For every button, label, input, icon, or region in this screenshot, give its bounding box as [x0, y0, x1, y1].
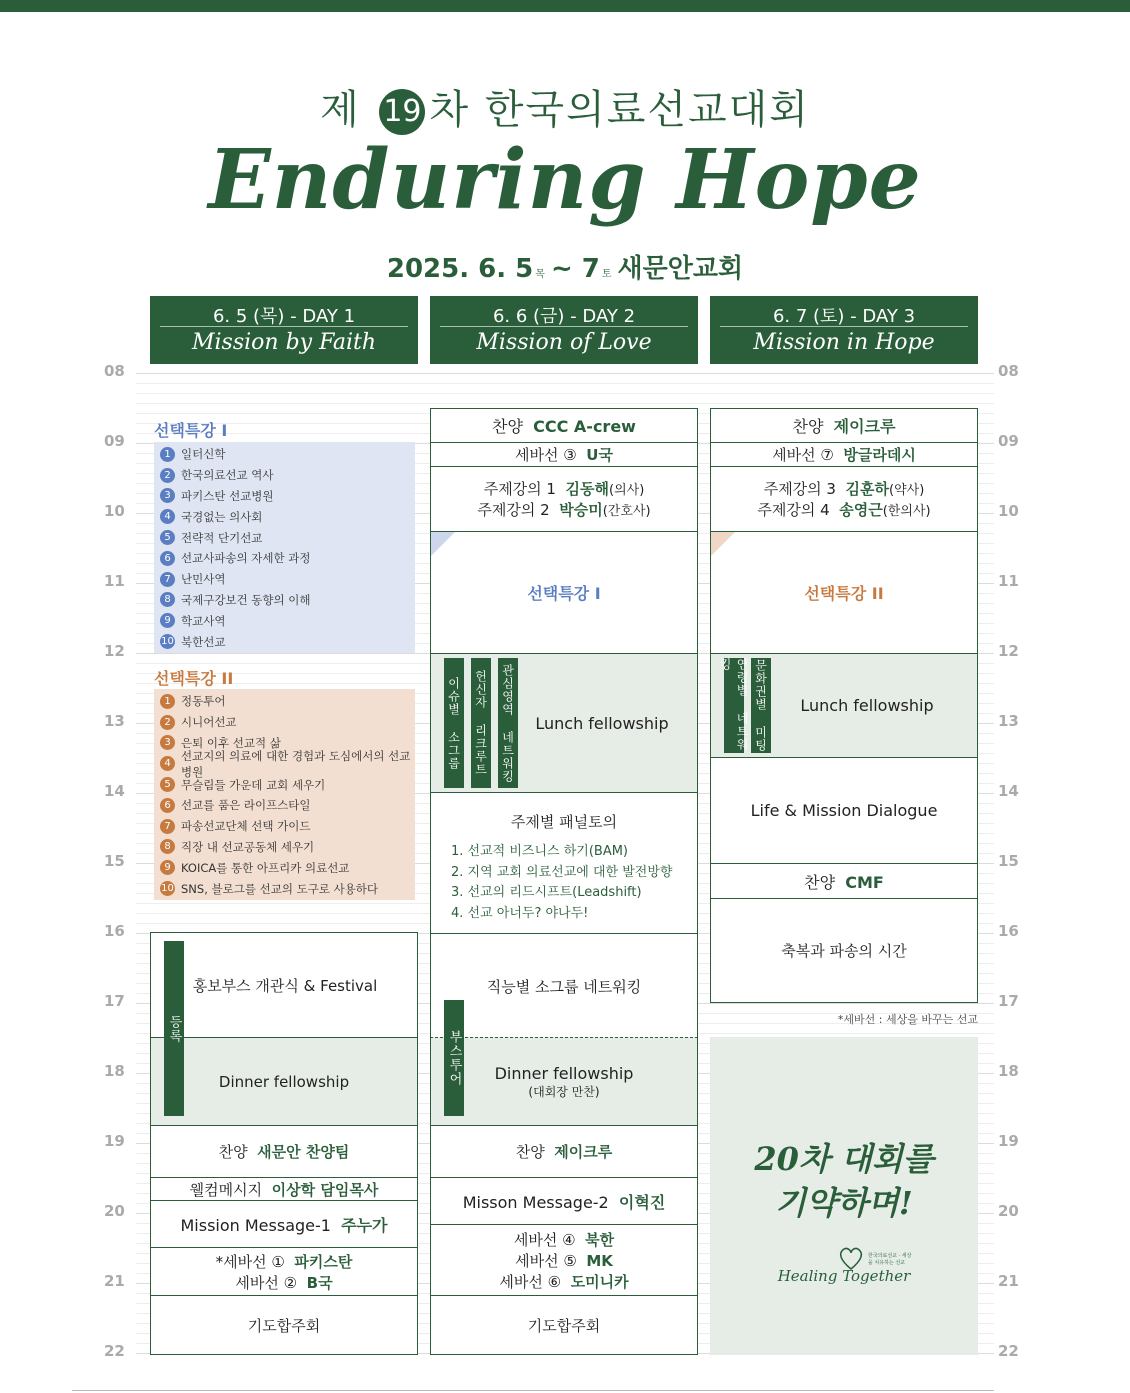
- elective-item: [160, 816, 415, 837]
- sebasun-footnote: *세바선 : 세상을 바꾸는 선교: [837, 1013, 978, 1026]
- hour-label: 11: [104, 572, 125, 590]
- elective-item: [160, 857, 415, 878]
- hour-label: 12: [104, 642, 125, 660]
- next-conference-line1: 20차 대회를: [754, 1140, 934, 1178]
- elective-item: [160, 486, 415, 507]
- hour-label: 17: [104, 992, 125, 1010]
- number-badge: 5: [160, 777, 175, 792]
- elective-item: [160, 691, 415, 712]
- elective-item: [160, 506, 415, 527]
- hour-label: 14: [104, 782, 125, 800]
- hour-label: 18: [104, 1062, 125, 1080]
- elective-label: 선교를 품은 라이프스타일: [181, 798, 311, 813]
- elective-label: 일터신학: [181, 447, 226, 462]
- day2-lunch: Lunch fellowship: [430, 653, 698, 793]
- hour-label: 22: [998, 1342, 1019, 1360]
- hour-label: 20: [104, 1202, 125, 1220]
- elective-item: [160, 837, 415, 858]
- hour-line: [136, 373, 994, 374]
- event-date: 2025. 6. 5 목 ~ 7 토 새문안교회: [386, 254, 744, 284]
- elective-item: [160, 548, 415, 569]
- day3-praise-cmf: 찬양 CMF: [710, 863, 978, 899]
- number-badge: 3: [160, 488, 175, 503]
- day1-praise: 찬양 새문안 찬양팀: [150, 1125, 418, 1178]
- panel-topic: 2. 지역 교회 의료선교에 대한 발전방향: [451, 864, 673, 880]
- day1-elective1-title: 선택특강 I: [154, 421, 228, 440]
- elective-label: 한국의료선교 역사: [181, 468, 274, 483]
- day2-booth-tour: 부스투어: [444, 1000, 464, 1116]
- grid-subline: [136, 383, 994, 384]
- number-badge: 8: [160, 839, 175, 854]
- day2-praise: 찬양 CCC A-crew: [430, 408, 698, 443]
- day2-panel: 주제별 패널토의 1. 선교적 비즈니스 하기(BAM) 2. 지역 교회 의료선교에 대한 발전방향 3. 선교의 리드시프트(Leadshift) 4. 선교 아너두? 야나두!: [430, 792, 698, 934]
- number-badge: 1: [160, 694, 175, 709]
- day3-elective: 선택특강 II: [710, 531, 978, 654]
- footer-line: [72, 1390, 994, 1391]
- number-badge: 10: [161, 636, 174, 648]
- hour-label: 16: [104, 922, 125, 940]
- panel-topic: 3. 선교의 리드시프트(Leadshift): [451, 885, 642, 900]
- hour-label: 08: [998, 362, 1019, 380]
- number-badge: 2: [160, 715, 175, 730]
- number-badge: 4: [160, 509, 175, 524]
- number-badge: 9: [160, 860, 175, 875]
- hour-label: 21: [104, 1272, 125, 1290]
- venue: 새문안교회: [617, 254, 744, 284]
- hour-label: 11: [998, 572, 1019, 590]
- day2-interest-networking: 관심영역 네트워킹: [498, 658, 518, 788]
- hour-label: 17: [998, 992, 1019, 1010]
- elective-item: [160, 569, 415, 590]
- day1-header: 6. 5 (목) - DAY 1 Mission by Faith: [150, 296, 418, 364]
- number-badge: 6: [160, 798, 175, 813]
- elective-label: 난민사역: [181, 572, 226, 587]
- next-conference-panel: [710, 1037, 978, 1355]
- day1-sebasun: *세바선 ① 파키스탄 세바선 ② B국: [150, 1247, 418, 1296]
- day1-welcome: 웰컴메시지 이상학 담임목사: [150, 1177, 418, 1201]
- number-badge: 2: [160, 468, 175, 483]
- day1-prayer: 기도합주회: [150, 1295, 418, 1355]
- elective-label: SNS, 블로그를 선교의 도구로 사용하다: [181, 881, 379, 896]
- next-conference-line2: 기약하며!: [775, 1184, 913, 1222]
- elective-item: [160, 527, 415, 548]
- day2-job-networking: 직능별 소그룹 네트워킹: [430, 933, 698, 1039]
- number-badge: 4: [160, 756, 175, 771]
- hour-label: 16: [998, 922, 1019, 940]
- day1-booth-opening: 홍보부스 개관식 & Festival: [150, 932, 418, 1038]
- day1-mission-message: Mission Message-1 주누가: [150, 1200, 418, 1248]
- hour-label: 09: [104, 432, 125, 450]
- hour-label: 21: [998, 1272, 1019, 1290]
- day2-dinner: Dinner fellowship (대회장 만찬): [430, 1037, 698, 1126]
- top-bar: [0, 0, 1130, 12]
- hour-label: 08: [104, 362, 125, 380]
- hour-label: 13: [998, 712, 1019, 730]
- elective-label: 북한선교: [181, 634, 226, 649]
- hour-label: 12: [998, 642, 1019, 660]
- grid-subline: [136, 403, 994, 404]
- hour-label: 14: [998, 782, 1019, 800]
- elective-label: 국제구강보건 동향의 이해: [181, 592, 311, 607]
- number-badge: 1: [160, 447, 175, 462]
- day3-blessing: 축복과 파송의 시간: [710, 898, 978, 1003]
- elective-label: 직장 내 선교공동체 세우기: [181, 839, 315, 854]
- elective-label: 학교사역: [181, 613, 226, 628]
- day1-elective2-panel: [154, 689, 415, 900]
- hour-label: 15: [998, 852, 1019, 870]
- edition-number: 19: [379, 89, 425, 135]
- day2-sebasun3: 세바선 ③ U국: [430, 442, 698, 467]
- elective-label: KOICA를 통한 아프리카 의료선교: [181, 860, 350, 875]
- elective-item: [160, 748, 415, 779]
- day1-elective2-title: 선택특강 II: [154, 669, 234, 688]
- elective-label: 파키스탄 선교병원: [181, 488, 274, 503]
- day1-elective1-panel: [154, 442, 415, 653]
- elective-item: [160, 465, 415, 486]
- day2-prayer: 기도합주회: [430, 1295, 698, 1355]
- day3-header: 6. 7 (토) - DAY 3 Mission in Hope: [710, 296, 978, 364]
- elective-label: 선교사파송의 자세한 과정: [181, 551, 311, 566]
- day2-praise-evening: 찬양 제이크루: [430, 1125, 698, 1178]
- hour-label: 13: [104, 712, 125, 730]
- hour-label: 19: [104, 1132, 125, 1150]
- number-badge: 3: [160, 735, 175, 750]
- day2-elective: 선택특강 I: [430, 531, 698, 654]
- day2-sebasun: 세바선 ④ 북한 세바선 ⑤ MK 세바선 ⑥ 도미니카: [430, 1224, 698, 1296]
- panel-topic: 4. 선교 아너두? 야나두!: [451, 905, 589, 921]
- elective-label: 무슬림들 가운데 교회 세우기: [181, 777, 326, 792]
- number-badge: 5: [160, 530, 175, 545]
- event-title: 제 19 차 한국의료선교대회: [320, 87, 810, 133]
- hour-label: 18: [998, 1062, 1019, 1080]
- elective-item: [160, 444, 415, 465]
- day3-lectures: 주제강의 3 김훈하(약사) 주제강의 4 송영근(한의사): [710, 466, 978, 532]
- hour-label: 22: [104, 1342, 125, 1360]
- number-badge: 6: [160, 551, 175, 566]
- day2-issue-smallgroup: 이슈별 소그룹: [444, 658, 464, 788]
- day3-dialogue: Life & Mission Dialogue: [710, 757, 978, 864]
- day1-dinner: Dinner fellowship: [150, 1037, 418, 1126]
- number-badge: 9: [160, 613, 175, 628]
- hour-label: 10: [104, 502, 125, 520]
- elective-item: [160, 590, 415, 611]
- hour-label: 15: [104, 852, 125, 870]
- day2-mission-message: Misson Message-2 이혁진: [430, 1177, 698, 1225]
- hour-label: 09: [998, 432, 1019, 450]
- elective-label: 은퇴 이후 선교적 삶: [181, 735, 281, 750]
- elective-item: [160, 878, 415, 899]
- healing-together-logo: Healing Together 한국의료선교 · 세상을 치유하는 선교: [774, 1245, 914, 1295]
- elective-label: 전략적 단기선교: [181, 530, 263, 545]
- panel-topic: 1. 선교적 비즈니스 하기(BAM): [451, 844, 628, 859]
- number-badge: 7: [160, 819, 175, 834]
- hour-label: 20: [998, 1202, 1019, 1220]
- theme-title: Enduring Hope: [208, 132, 922, 228]
- day2-recruit: 헌신자 리크루트: [471, 658, 491, 788]
- elective-label: 선교지의 의료에 대한 경험과 도심에서의 선교병원: [181, 748, 411, 779]
- elective-label: 파송선교단체 선택 가이드: [181, 819, 311, 834]
- elective-label: 국경없는 의사회: [181, 509, 263, 524]
- elective-item: [160, 631, 415, 652]
- elective-item: [160, 795, 415, 816]
- day2-header: 6. 6 (금) - DAY 2 Mission of Love: [430, 296, 698, 364]
- day2-corner-decoration: [431, 532, 455, 556]
- grid-subline: [136, 393, 994, 394]
- day3-age-networking: 연령별 네트워킹: [718, 658, 749, 751]
- elective-item: [160, 610, 415, 631]
- elective-item: [160, 712, 415, 733]
- day3-sebasun7: 세바선 ⑦ 방글라데시: [710, 442, 978, 467]
- elective-label: 시니어선교: [181, 715, 237, 730]
- number-badge: 7: [160, 572, 175, 587]
- day3-lunch: Lunch fellowship: [710, 653, 978, 758]
- number-badge: 8: [160, 592, 175, 607]
- day3-corner-decoration: [711, 532, 735, 556]
- elective-label: 정동투어: [181, 694, 226, 709]
- number-badge: 10: [161, 883, 174, 895]
- day3-praise: 찬양 제이크루: [710, 408, 978, 443]
- hour-label: 19: [998, 1132, 1019, 1150]
- day3-culture-meeting: 문화권별 미팅: [751, 658, 771, 753]
- day2-lectures: 주제강의 1 김동해(의사) 주제강의 2 박승미(간호사): [430, 466, 698, 532]
- hour-label: 10: [998, 502, 1019, 520]
- day1-registration: 등록: [164, 941, 184, 1116]
